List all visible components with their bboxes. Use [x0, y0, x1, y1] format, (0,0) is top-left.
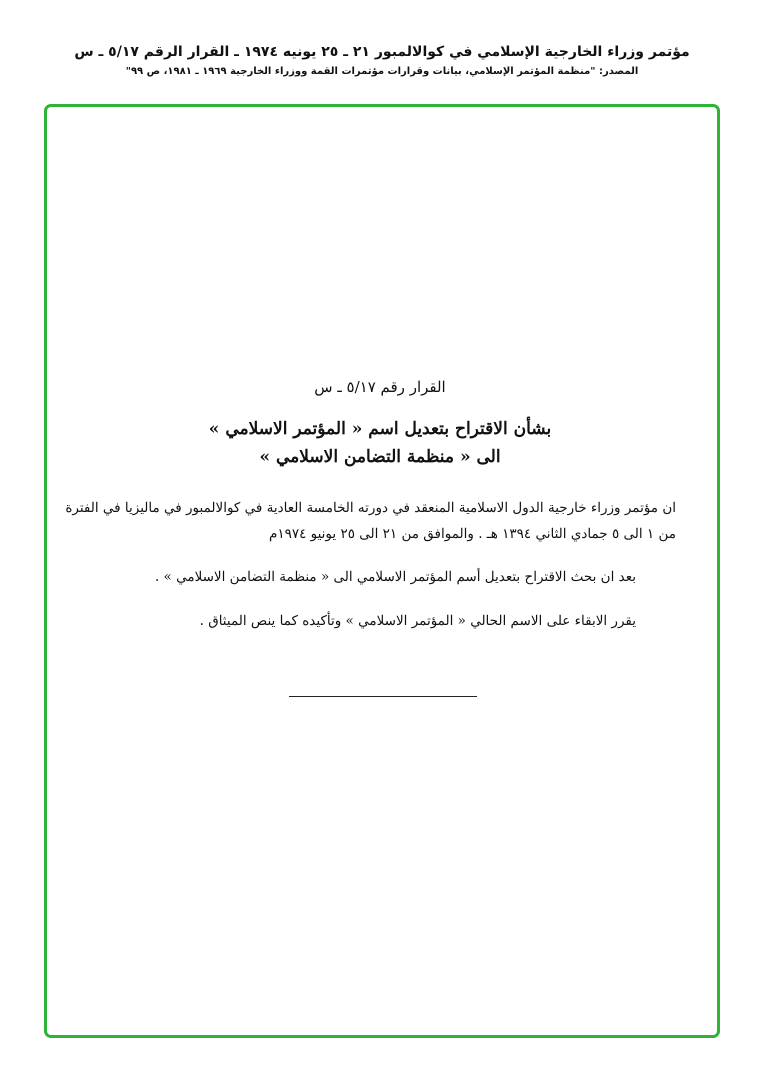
- subject-line-2: الى « منظمة التضامن الاسلامي »: [259, 447, 501, 467]
- page-header: [40, 42, 724, 80]
- preamble-line-1: ان مؤتمر وزراء خارجية الدول الاسلامية المنعقد في دورته الخامسة العادية في كوالالمبور في ماليزيا في الفترة: [65, 500, 676, 516]
- header-source: المصدر: "منظمة المؤتمر الإسلامي، بيانات وقرارات مؤتمرات القمة ووزراء الخارجية ١٩٦٩ ـ ١٩٨١، ص ٩٩": [125, 66, 639, 77]
- decision-paragraph: يقرر الابقاء على الاسم الحالي « المؤتمر الاسلامي » وتأكيده كما ينص الميثاق .: [199, 613, 636, 629]
- preamble-line-2: من ١ الى ٥ جمادي الثاني ١٣٩٤ هـ . والموافق من ٢١ الى ٢٥ يونيو ١٩٧٤م: [268, 526, 676, 542]
- closing-divider: [289, 696, 477, 697]
- consideration-paragraph: بعد ان بحث الاقتراح بتعديل أسم المؤتمر الاسلامي الى « منظمة التضامن الاسلامي » .: [154, 569, 636, 585]
- header-title: مؤتمر وزراء الخارجية الإسلامي في كوالالمبور ٢١ ـ ٢٥ يونيه ١٩٧٤ ـ القرار الرقم ٥/١٧ ـ س: [74, 44, 690, 60]
- subject-line-1: بشأن الاقتراح بتعديل اسم « المؤتمر الاسلامي »: [208, 419, 552, 439]
- resolution-subject: [140, 415, 620, 471]
- preamble-paragraph: [66, 495, 676, 547]
- resolution-number: القرار رقم ٥/١٧ ـ س: [314, 378, 446, 396]
